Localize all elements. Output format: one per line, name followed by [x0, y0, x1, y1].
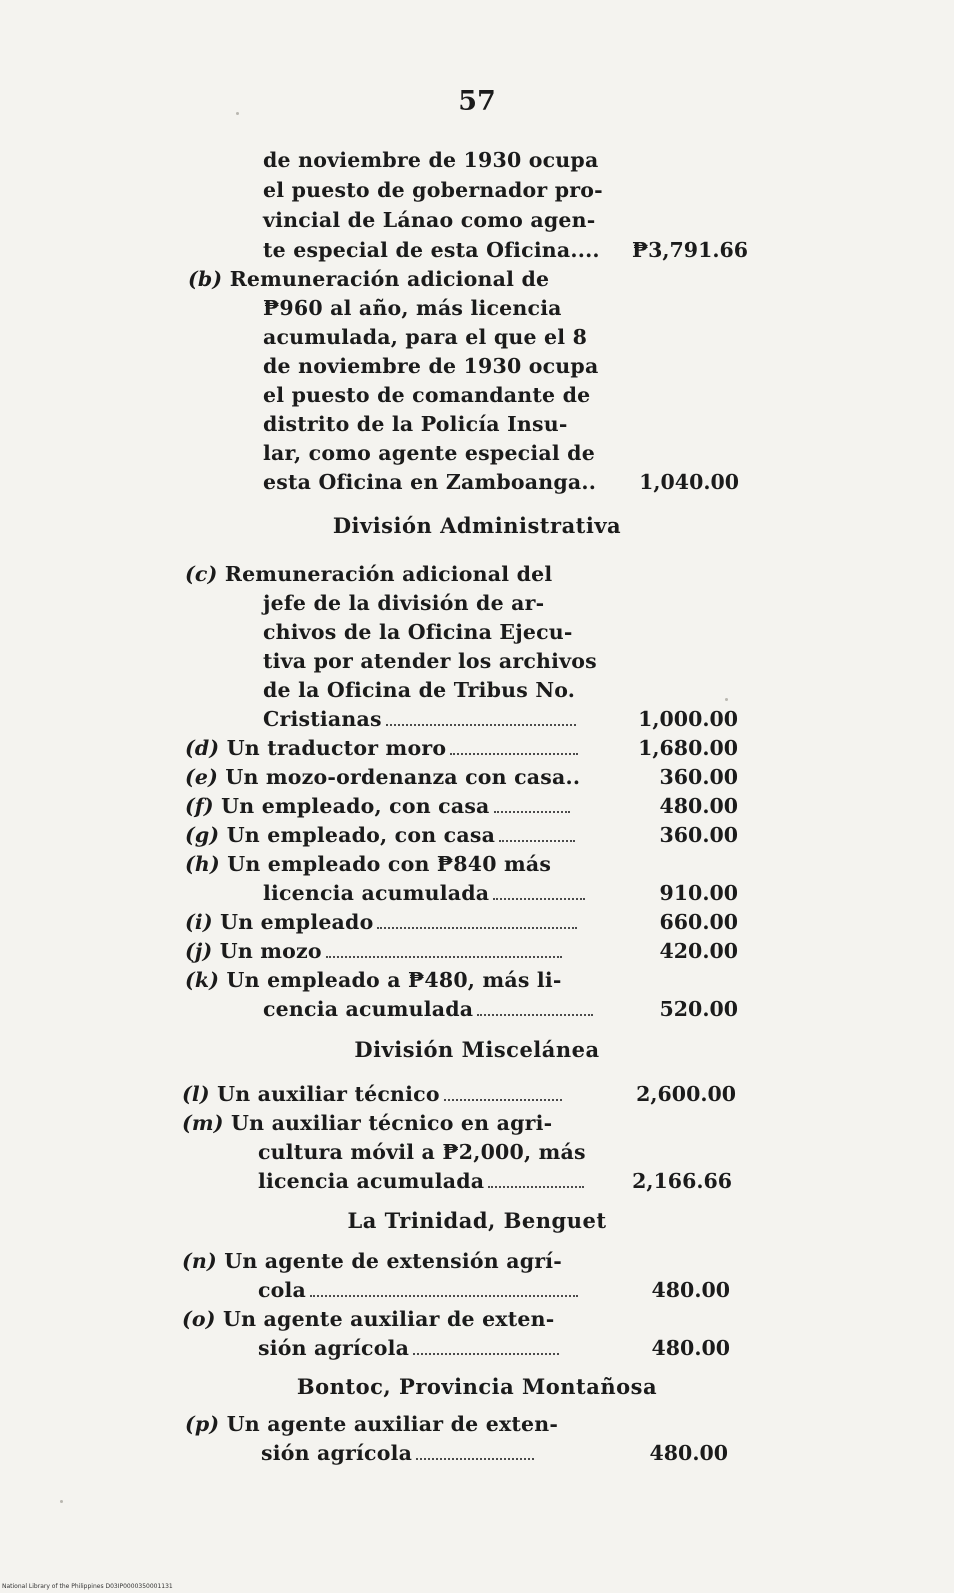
item-b-line-7: lar, como agente especial de [263, 441, 595, 465]
item-d-label: (d) [185, 736, 220, 760]
leader-dots [450, 747, 578, 755]
item-b-line-2: ₱960 al año, más licencia [263, 296, 562, 320]
leader-dots [494, 805, 570, 813]
item-b-line-5: el puesto de comandante de [263, 383, 591, 407]
item-j-text: Un mozo [219, 939, 322, 963]
item-o-label: (o) [182, 1307, 216, 1331]
item-i-label: (i) [185, 910, 213, 934]
item-p-label: (p) [185, 1412, 220, 1436]
leader-dots [416, 1452, 534, 1460]
item-b-line-3: acumulada, para el que el 8 [263, 325, 588, 349]
item-g-text: Un empleado, con casa [226, 823, 496, 847]
amount-m: 2,166.66 [632, 1169, 732, 1193]
item-g [185, 821, 575, 849]
scan-speck [60, 1500, 63, 1503]
item-e-text: Un mozo-ordenanza con casa.. [225, 765, 581, 789]
amount-c: 1,000.00 [638, 707, 738, 731]
amount-o: 480.00 [651, 1336, 730, 1360]
item-l-text: Un auxiliar técnico [217, 1082, 440, 1106]
item-m-line-3 [258, 1167, 584, 1195]
item-f [185, 792, 570, 820]
amount-i: 660.00 [659, 910, 738, 934]
scan-speck [725, 698, 728, 701]
intro-line-3: vincial de Lánao como agen- [263, 208, 596, 232]
section-heading-trinidad: La Trinidad, Benguet [347, 1208, 607, 1233]
scan-speck [236, 112, 239, 115]
item-k-line-1: Un empleado a ₱480, más li- [226, 968, 562, 992]
item-d-text: Un traductor moro [226, 736, 447, 760]
item-i-text: Un empleado [220, 910, 374, 934]
item-c-line-5: de la Oficina de Tribus No. [263, 678, 576, 702]
item-h-label: (h) [185, 852, 220, 876]
item-h-line-1: Un empleado con ₱840 más [227, 852, 552, 876]
section-heading-miscelanea: División Miscelánea [354, 1037, 600, 1062]
item-c [185, 560, 552, 588]
leader-dots [477, 1008, 593, 1016]
item-b [188, 265, 549, 293]
item-m-line-1: Un auxiliar técnico en agri- [231, 1111, 553, 1135]
item-n-line-2 [258, 1276, 578, 1304]
leader-dots [499, 834, 575, 842]
item-c-label: (c) [185, 562, 218, 586]
leader-dots [310, 1289, 578, 1297]
item-n-label: (n) [182, 1249, 217, 1273]
item-c-line-3: chivos de la Oficina Ejecu- [263, 620, 573, 644]
item-k-label: (k) [185, 968, 220, 992]
leader-dots [493, 892, 585, 900]
amount-p: 480.00 [649, 1441, 728, 1465]
item-j-label: (j) [185, 939, 213, 963]
leader-dots [377, 921, 577, 929]
amount-j: 420.00 [659, 939, 738, 963]
item-d [185, 734, 578, 762]
item-f-text: Un empleado, con casa [221, 794, 490, 818]
item-l [182, 1080, 562, 1108]
item-m-label: (m) [182, 1111, 224, 1135]
item-b-line-1: Remuneración adicional de [229, 267, 550, 291]
leader-dots [488, 1180, 584, 1188]
item-k-line-2-text: cencia acumulada [263, 997, 474, 1021]
item-c-line-1: Remuneración adicional del [224, 562, 553, 586]
item-g-label: (g) [185, 823, 220, 847]
item-e [185, 763, 580, 791]
scan-footer: National Library of the Philippines D03IP0000350001131 [2, 1583, 173, 1590]
item-p-line-1: Un agente auxiliar de exten- [226, 1412, 559, 1436]
amount-h: 910.00 [659, 881, 738, 905]
item-h-line-2 [263, 879, 585, 907]
item-h-line-2-text: licencia acumulada [263, 881, 490, 905]
item-p-line-2 [261, 1439, 534, 1467]
amount-b: 1,040.00 [639, 470, 739, 494]
item-n-line-1: Un agente de extensión agrí- [224, 1249, 562, 1273]
leader-dots [386, 718, 576, 726]
intro-line-4: te especial de esta Oficina.... [263, 238, 600, 262]
amount-e: 360.00 [659, 765, 738, 789]
item-b-line-4: de noviembre de 1930 ocupa [263, 354, 599, 378]
page-number: 57 [458, 86, 496, 117]
item-f-label: (f) [185, 794, 214, 818]
item-p-line-2-text: sión agrícola [261, 1441, 413, 1465]
intro-line-2: el puesto de gobernador pro- [263, 178, 603, 202]
amount-n: 480.00 [651, 1278, 730, 1302]
item-h [185, 850, 551, 878]
intro-line-1: de noviembre de 1930 ocupa [263, 148, 599, 172]
item-c-line-4: tiva por atender los archivos [263, 649, 597, 673]
amount-g: 360.00 [659, 823, 738, 847]
item-l-label: (l) [182, 1082, 210, 1106]
amount-k: 520.00 [659, 997, 738, 1021]
item-k-line-2 [263, 995, 593, 1023]
item-m-line-2: cultura móvil a ₱2,000, más [258, 1140, 586, 1164]
item-o-line-2-text: sión agrícola [258, 1336, 410, 1360]
amount-l: 2,600.00 [636, 1082, 736, 1106]
item-b-line-6: distrito de la Policía Insu- [263, 412, 568, 436]
item-o-line-2 [258, 1334, 559, 1362]
section-heading-bontoc: Bontoc, Provincia Montañosa [296, 1374, 658, 1399]
item-p [185, 1410, 558, 1438]
amount-a: ₱3,791.66 [631, 238, 748, 262]
item-j [185, 937, 562, 965]
item-c-line-6-text: Cristianas [263, 707, 382, 731]
item-b-label: (b) [188, 267, 223, 291]
leader-dots [326, 950, 562, 958]
item-c-line-6 [263, 705, 576, 733]
item-e-label: (e) [185, 765, 219, 789]
item-k [185, 966, 562, 994]
item-o-line-1: Un agente auxiliar de exten- [223, 1307, 555, 1331]
item-m [182, 1109, 552, 1137]
leader-dots [413, 1347, 559, 1355]
item-n-line-2-text: cola [258, 1278, 307, 1302]
amount-d: 1,680.00 [638, 736, 738, 760]
item-i [185, 908, 577, 936]
leader-dots [444, 1093, 562, 1101]
item-m-line-3-text: licencia acumulada [258, 1169, 485, 1193]
item-c-line-2: jefe de la división de ar- [263, 591, 545, 615]
item-o [182, 1305, 554, 1333]
item-b-line-8: esta Oficina en Zamboanga.. [263, 470, 597, 494]
section-heading-administrativa: División Administrativa [332, 513, 622, 538]
amount-f: 480.00 [659, 794, 738, 818]
item-n [182, 1247, 562, 1275]
